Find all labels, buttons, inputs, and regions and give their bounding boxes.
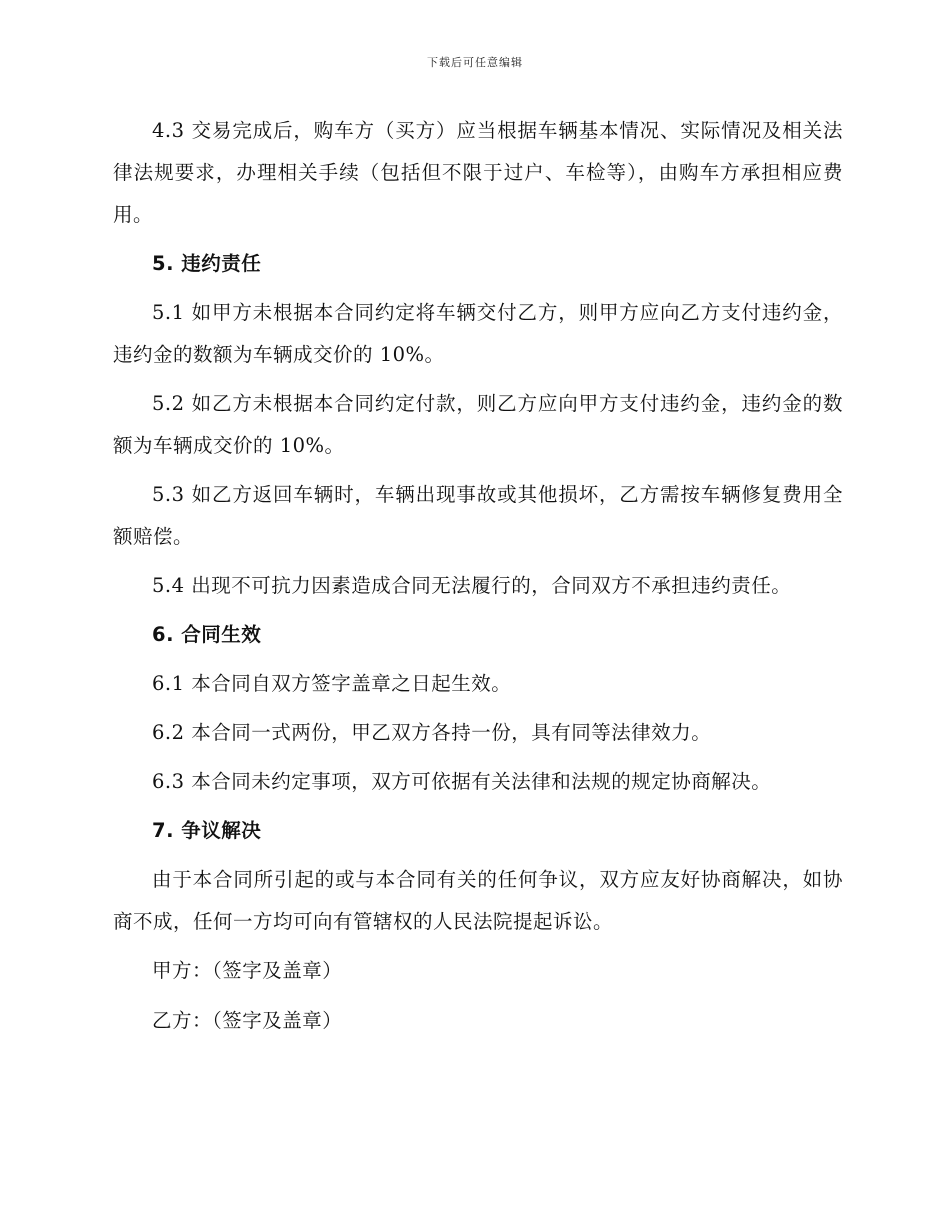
party-b-signature: 乙方：（签字及盖章） [152,1009,343,1032]
section-heading-6: 6. 合同生效 [152,623,262,646]
document-body [113,110,843,1050]
section-heading-7: 7. 争议解决 [152,819,262,842]
clause-5-4: 5.4 出现不可抗力因素造成合同无法履行的，合同双方不承担违约责任。 [152,574,792,597]
clause-6-2: 6.2 本合同一式两份，甲乙双方各持一份，具有同等法律效力。 [152,721,712,744]
clause-5-3: 5.3 如乙方返回车辆时，车辆出现事故或其他损坏，乙方需按车辆修复费用全额赔偿。 [113,483,843,548]
page-header: 下载后可任意编辑 [427,56,523,69]
section-heading-5: 5. 违约责任 [152,252,262,275]
clause-7: 由于本合同所引起的或与本合同有关的任何争议，双方应友好协商解决，如协商不成，任何一方均可向有管辖权的人民法院提起诉讼。 [113,868,843,933]
party-a-signature: 甲方：（签字及盖章） [152,959,343,982]
clause-4-3: 4.3 交易完成后，购车方（买方）应当根据车辆基本情况、实际情况及相关法律法规要求，办理相关手续（包括但不限于过户、车检等），由购车方承担相应费用。 [113,119,843,226]
clause-5-2: 5.2 如乙方未根据本合同约定付款，则乙方应向甲方支付违约金，违约金的数额为车辆成交价的 10%。 [113,392,843,457]
clause-5-1: 5.1 如甲方未根据本合同约定将车辆交付乙方，则甲方应向乙方支付违约金，违约金的数额为车辆成交价的 10%。 [113,301,843,366]
clause-6-3: 6.3 本合同未约定事项，双方可依据有关法律和法规的规定协商解决。 [152,770,772,793]
clause-6-1: 6.1 本合同自双方签字盖章之日起生效。 [152,672,512,695]
